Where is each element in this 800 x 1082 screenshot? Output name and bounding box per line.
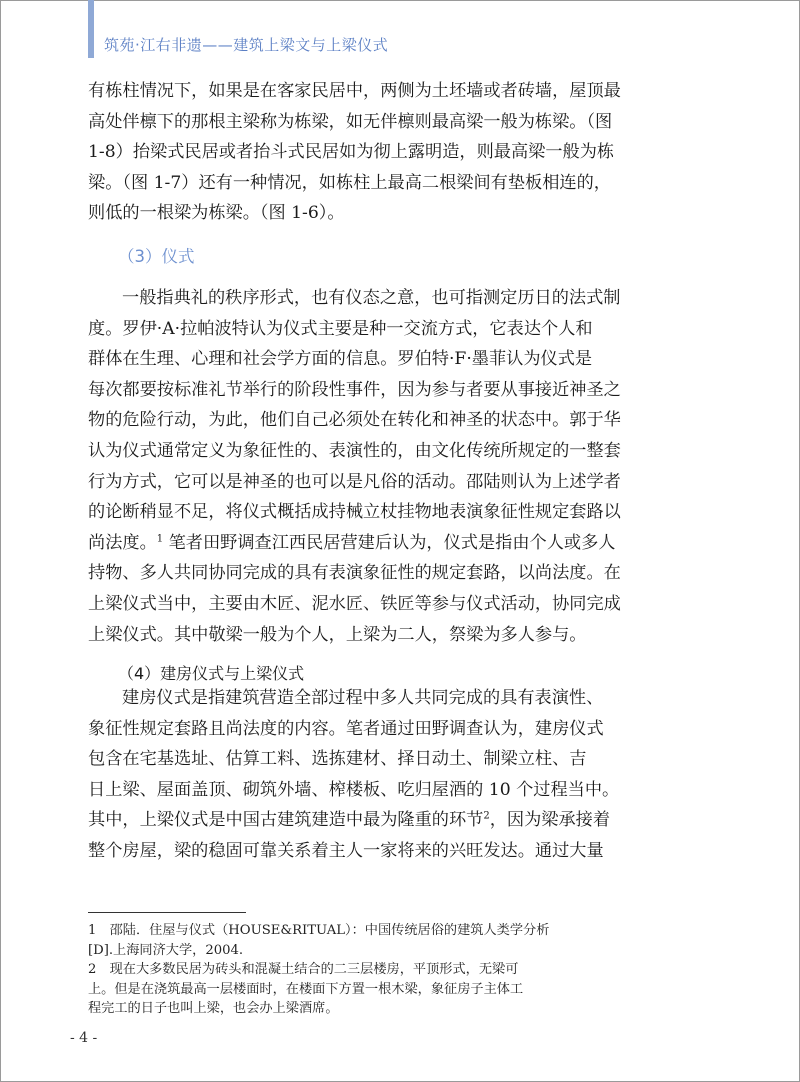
text-line: 1-8）抬梁式民居或者抬斗式民居如为彻上露明造，则最高梁一般为栋 bbox=[88, 142, 615, 163]
text-line: 整个房屋，梁的稳固可靠关系着主人一家将来的兴旺发达。通过大量 bbox=[88, 840, 604, 861]
footnote-1 bbox=[88, 921, 593, 960]
text-line: 包含在宅基选址、估算工料、选拣建材、择日动土、制梁立柱、吉 bbox=[88, 749, 587, 770]
text-line: 建房仪式是指建筑营造全部过程中多人共同完成的具有表演性、 bbox=[122, 688, 604, 708]
text-line: 梁。（图 1-7）还有一种情况，如栋柱上最高二根梁间有垫板相连的， bbox=[88, 172, 611, 193]
header-accent-bar bbox=[88, 0, 94, 58]
text-line: 的论断稍显不足，将仪式概括成持械立杖挂物地表演象征性规定套路以 bbox=[88, 502, 621, 523]
text-line: 上梁仪式。其中敬梁一般为个人，上梁为二人，祭梁为多人参与。 bbox=[88, 624, 587, 645]
footnote-line: 程完工的日子也叫上梁，也会办上梁酒席。 bbox=[88, 1001, 339, 1016]
footnote-ref-1[interactable]: 1 bbox=[156, 533, 164, 545]
text-line: 上梁仪式当中，主要由木匠、泥水匠、铁匠等参与仪式活动，协同完成 bbox=[88, 593, 621, 614]
footnote-ref-2[interactable]: 2 bbox=[483, 810, 490, 822]
text-line: 象征性规定套路且尚法度的内容。笔者通过田野调查认为，建房仪式 bbox=[88, 718, 604, 739]
text-span: ，因为梁承接着 bbox=[489, 810, 611, 831]
text-line: 日上梁、屋面盖顶、砌筑外墙、榨楼板、吃归屋酒的 10 个过程当中。 bbox=[88, 779, 620, 800]
text-line: 群体在生理、心理和社会学方面的信息。罗伯特·F·墨菲认为仪式是 bbox=[88, 349, 593, 370]
section-heading-ritual: （3）仪式 bbox=[118, 247, 195, 266]
section-heading-building-ritual: （4）建房仪式与上梁仪式 bbox=[118, 664, 305, 683]
paragraph-1 bbox=[88, 76, 621, 229]
paragraph-3 bbox=[88, 683, 620, 867]
footnote-line: 上。但是在浇筑最高一层楼面时，在楼面下方置一根木梁，象征房子主体工 bbox=[88, 981, 524, 997]
footnotes bbox=[88, 921, 593, 1019]
footnote-divider bbox=[88, 912, 246, 913]
text-line: 每次都要按标准礼节举行的阶段性事件，因为参与者要从事接近神圣之 bbox=[88, 379, 621, 400]
paragraph-2 bbox=[88, 283, 621, 650]
text-line bbox=[88, 805, 611, 836]
text-line: 物的危险行动，为此，他们自己必须处在转化和神圣的状态中。郭于华 bbox=[88, 410, 621, 431]
text-span: 笔者田野调查江西民居营建后认为，仪式是指由个人或多人 bbox=[163, 532, 616, 553]
text-line: 高处伴檩下的那根主梁称为栋梁，如无伴檩则最高梁一般为栋梁。（图 bbox=[88, 111, 613, 132]
text-line: 持物、多人共同协同完成的具有表演象征性的规定套路，以尚法度。在 bbox=[88, 563, 621, 584]
footnote-line: 1 邵陆．住屋与仪式（HOUSE&RITUAL）：中国传统居俗的建筑人类学分析 bbox=[88, 923, 550, 938]
text-line: 有栋柱情况下，如果是在客家民居中，两侧为土坯墙或者砖墙，屋顶最 bbox=[88, 81, 621, 101]
footnote-line: 2 现在大多数民居为砖头和混凝土结合的二三层楼房，平顶形式，无梁可 bbox=[88, 962, 519, 977]
footnote-line: [D].上海同济大学，2004. bbox=[88, 942, 244, 958]
text-line: 度。罗伊·A·拉帕波特认为仪式主要是种一交流方式，它表达个人和 bbox=[88, 318, 593, 339]
text-line: 行为方式，它可以是神圣的也可以是凡俗的活动。邵陆则认为上述学者 bbox=[88, 471, 621, 492]
footnote-2 bbox=[88, 960, 593, 1019]
text-line: 则低的一根梁为栋梁。（图 1-6）。 bbox=[88, 203, 345, 224]
text-span: 尚法度。 bbox=[88, 532, 157, 553]
text-line: 认为仪式通常定义为象征性的、表演性的，由文化传统所规定的一整套 bbox=[88, 440, 621, 461]
running-header: 筑苑·江右非遗——建筑上梁文与上梁仪式 bbox=[104, 36, 389, 54]
page-number: - 4 - bbox=[70, 1030, 98, 1046]
text-line: 一般指典礼的秩序形式，也有仪态之意，也可指测定历日的法式制 bbox=[122, 288, 621, 308]
text-line bbox=[88, 528, 616, 559]
text-span: 其中，上梁仪式是中国古建筑建造中最为隆重的环节 bbox=[88, 810, 484, 831]
